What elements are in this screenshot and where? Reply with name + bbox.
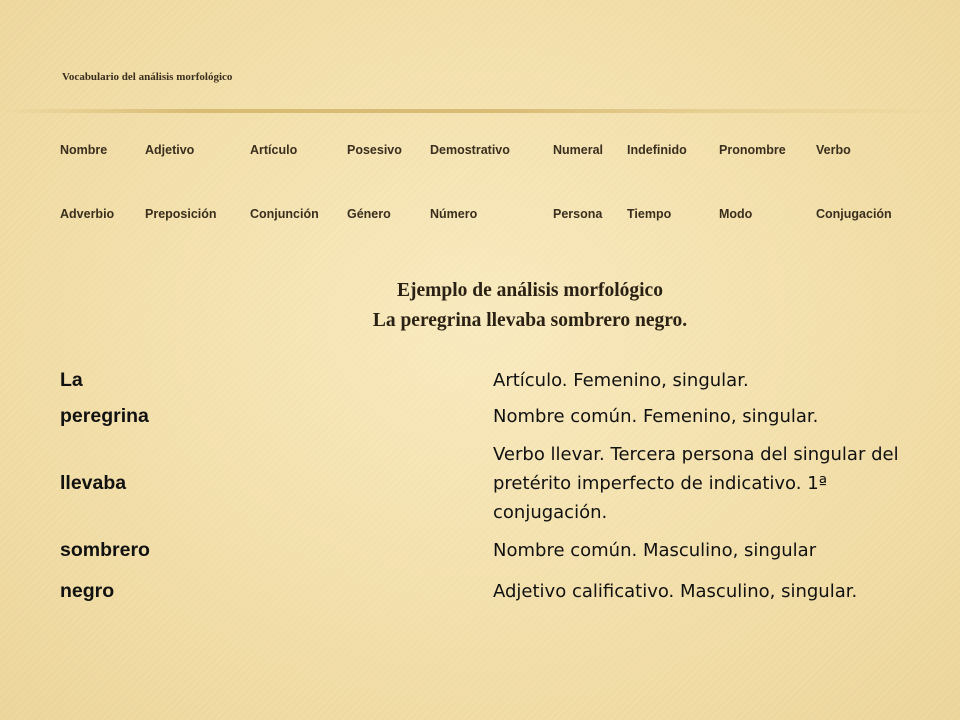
vocab-term: Conjugación — [816, 206, 892, 221]
vocabulary-row-2 — [0, 194, 960, 234]
vocab-term: Nombre — [60, 142, 108, 157]
vocab-term: Número — [430, 206, 478, 221]
analysis-row — [60, 532, 920, 568]
analysis-row — [60, 434, 920, 532]
analysis-word: La — [60, 368, 83, 391]
example-sentence: La peregrina llevaba sombrero negro. — [372, 310, 688, 331]
vocab-term: Posesivo — [347, 142, 402, 157]
vocab-term: Verbo — [816, 142, 851, 157]
vocab-term: Tiempo — [627, 206, 672, 221]
vocabulary-title: Vocabulario del análisis morfológico — [62, 71, 233, 83]
vocab-term: Preposición — [145, 206, 217, 221]
analysis-description: Nombre común. Femenino, singular. — [493, 405, 819, 427]
analysis-word: peregrina — [60, 404, 149, 427]
analysis-description: Adjetivo calificativo. Masculino, singular. — [493, 580, 858, 602]
vocab-term: Adjetivo — [145, 142, 195, 157]
analysis-row — [60, 362, 920, 398]
example-title: Ejemplo de análisis morfológico — [397, 280, 663, 301]
vocab-term: Artículo — [250, 142, 298, 157]
analysis-word: llevaba — [60, 471, 127, 494]
vocab-term-text: Numeral — [553, 142, 604, 157]
vocab-term: Indefinido — [627, 142, 687, 157]
vocabulary-row-1 — [0, 130, 960, 170]
analysis-row — [60, 398, 920, 434]
vocab-term: Género — [347, 206, 391, 221]
analysis-description: Artículo. Femenino, singular. — [493, 369, 749, 391]
vocab-term: Demostrativo — [430, 142, 510, 157]
vocab-term: Persona — [553, 206, 603, 221]
vocab-term: Conjunción — [250, 206, 319, 221]
vocab-term: Pronombre — [719, 142, 786, 157]
vocab-term — [553, 130, 623, 170]
analysis-row — [60, 568, 920, 614]
vocab-term: Modo — [719, 206, 753, 221]
analysis-word: negro — [60, 579, 115, 602]
vocab-term: Adverbio — [60, 206, 115, 221]
analysis-word: sombrero — [60, 538, 150, 561]
example-heading — [0, 276, 960, 336]
divider-line — [0, 109, 960, 113]
analysis-description: Nombre común. Masculino, singular — [493, 539, 817, 561]
analysis-description: Verbo llevar. Tercera persona del singular del pretérito imperfecto de indicativo. 1ª conjugación. — [493, 443, 899, 523]
analysis-table — [60, 362, 920, 614]
